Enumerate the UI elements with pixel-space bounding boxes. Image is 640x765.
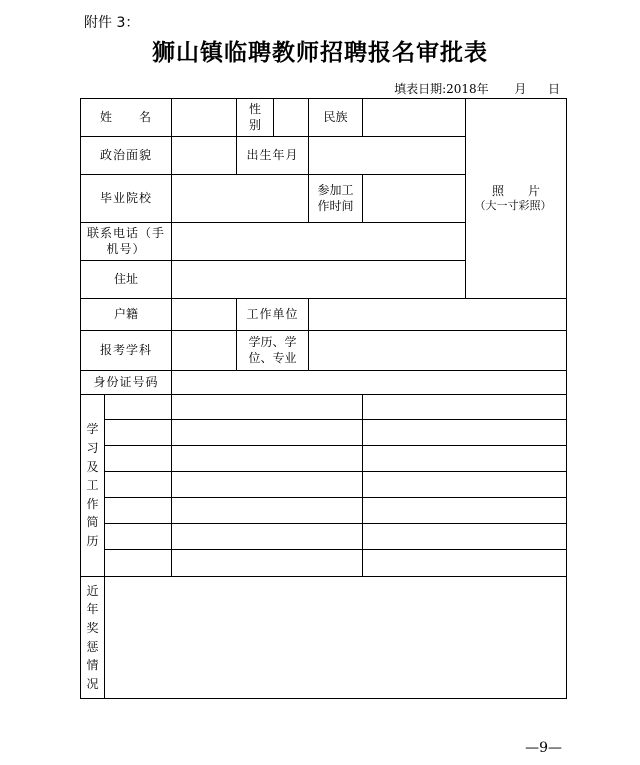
gender-label: 性别 <box>237 99 274 137</box>
school-label: 毕业院校 <box>81 175 172 223</box>
resume-cell[interactable] <box>363 395 567 420</box>
resume-cell[interactable] <box>363 446 567 472</box>
fill-date-line <box>394 80 560 97</box>
resume-cell[interactable] <box>105 498 172 524</box>
subject-field[interactable] <box>172 331 237 371</box>
form-title: 狮山镇临聘教师招聘报名审批表 <box>152 39 488 66</box>
resume-cell[interactable] <box>105 446 172 472</box>
resume-cell[interactable] <box>105 472 172 498</box>
resume-cell[interactable] <box>363 472 567 498</box>
awards-label: 近年奖惩情况 <box>81 577 105 699</box>
photo-label: 照 片 <box>492 183 541 198</box>
education-label: 学历、学位、专业 <box>237 331 309 371</box>
birth-label: 出生年月 <box>237 137 309 175</box>
employer-label: 工作单位 <box>237 299 309 331</box>
gender-field[interactable] <box>274 99 309 137</box>
photo-box <box>466 99 567 299</box>
name-label: 姓 名 <box>81 99 172 137</box>
fill-date-month: 月 <box>514 82 527 96</box>
education-field[interactable] <box>309 331 567 371</box>
ethnicity-label: 民族 <box>309 99 363 137</box>
page-number: —9— <box>525 740 562 756</box>
household-field[interactable] <box>172 299 237 331</box>
resume-cell[interactable] <box>105 420 172 446</box>
household-label: 户籍 <box>81 299 172 331</box>
fill-date-label: 填表日期:2018年 <box>394 82 489 96</box>
resume-cell[interactable] <box>172 472 363 498</box>
attachment-label: 附件 3： <box>84 15 140 31</box>
resume-cell[interactable] <box>105 550 172 577</box>
resume-cell[interactable] <box>105 524 172 550</box>
id-number-field[interactable] <box>172 371 567 395</box>
work-start-label: 参加工作时间 <box>309 175 363 223</box>
address-label: 住址 <box>81 261 172 299</box>
resume-cell[interactable] <box>172 550 363 577</box>
fill-date-day: 日 <box>547 82 560 96</box>
resume-cell[interactable] <box>172 446 363 472</box>
awards-field[interactable] <box>105 577 567 699</box>
resume-cell[interactable] <box>105 395 172 420</box>
resume-cell[interactable] <box>172 524 363 550</box>
political-status-label: 政治面貌 <box>81 137 172 175</box>
birth-field[interactable] <box>309 137 466 175</box>
address-field[interactable] <box>172 261 466 299</box>
resume-cell[interactable] <box>172 420 363 446</box>
subject-label: 报考学科 <box>81 331 172 371</box>
resume-cell[interactable] <box>172 395 363 420</box>
resume-label: 学习及工作简历 <box>81 395 105 577</box>
employer-field[interactable] <box>309 299 567 331</box>
ethnicity-field[interactable] <box>363 99 466 137</box>
resume-cell[interactable] <box>363 524 567 550</box>
name-field[interactable] <box>172 99 237 137</box>
school-field[interactable] <box>172 175 309 223</box>
political-status-field[interactable] <box>172 137 237 175</box>
work-start-field[interactable] <box>363 175 466 223</box>
phone-field[interactable] <box>172 223 466 261</box>
id-number-label: 身份证号码 <box>81 371 172 395</box>
resume-cell[interactable] <box>363 498 567 524</box>
resume-cell[interactable] <box>172 498 363 524</box>
resume-cell[interactable] <box>363 550 567 577</box>
application-form-table <box>80 98 567 699</box>
phone-label: 联系电话（手机号） <box>81 223 172 261</box>
resume-cell[interactable] <box>363 420 567 446</box>
photo-note: （大一寸彩照） <box>474 199 552 213</box>
